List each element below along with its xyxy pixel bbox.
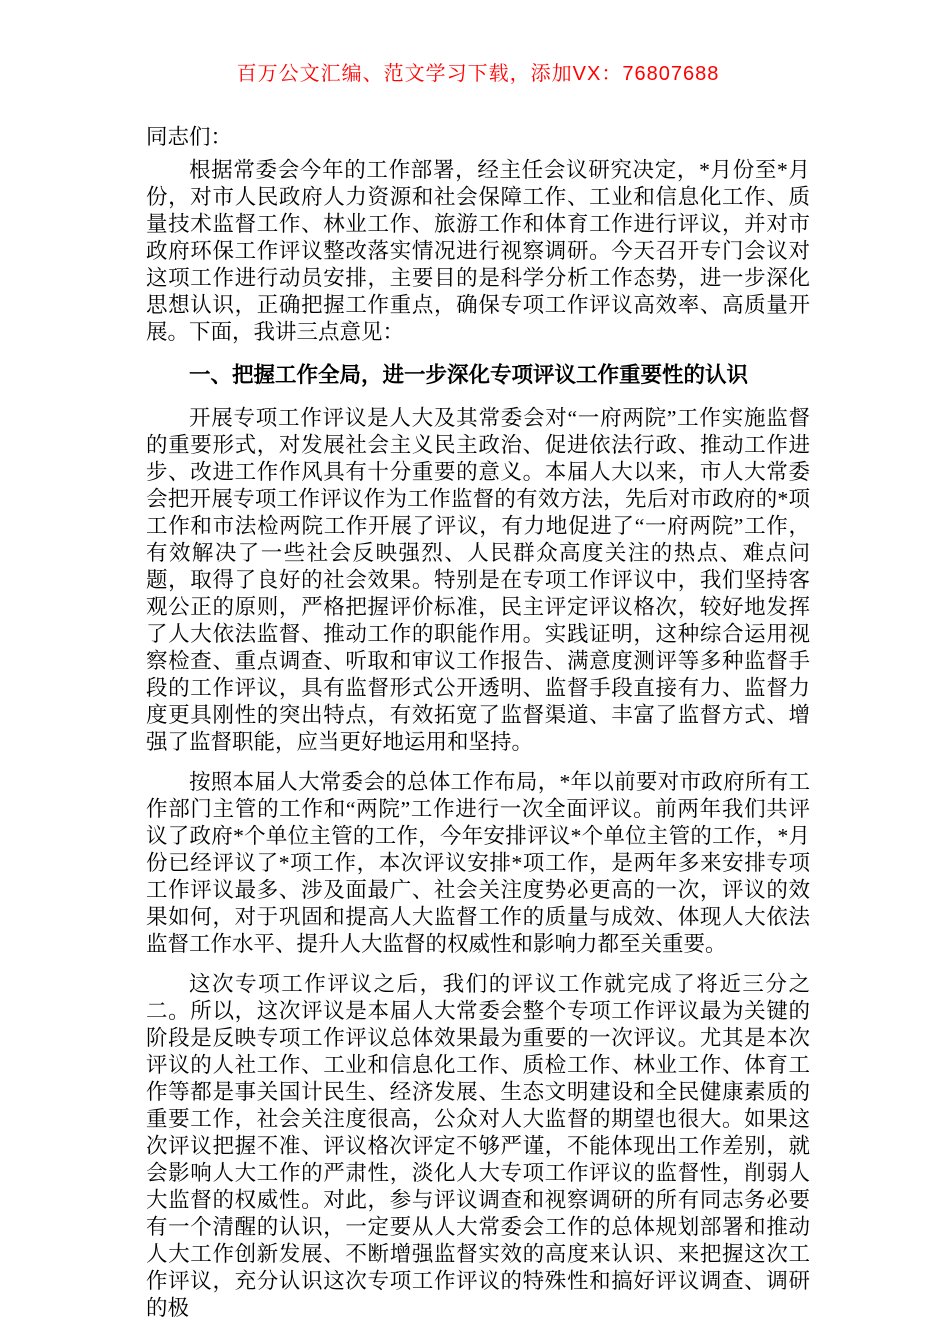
- header-notice: 百万公文汇编、范文学习下载，添加VX：76807688: [236, 63, 720, 85]
- document-body: [146, 124, 810, 1322]
- section-heading-1: 一、把握工作全局，进一步深化专项评议工作重要性的认识: [189, 363, 749, 387]
- paragraph-intro: 根据常委会今年的工作部署，经主任会议研究决定，*月份至*月份，对市人民政府人力资源和社会保障工作、工业和信息化工作、质量技术监督工作、林业工作、旅游工作和体育工作进行评议，并对市政府环保工作评议整改落实情况进行视察调研。今天召开专门会议对这项工作进行动员安排，主要目的是科学分析工作态势，进一步深化思想认识，正确把握工作重点，确保专项工作评议高效率、高质量开展。下面，我讲三点意见：: [146, 158, 810, 344]
- paragraph-section1-c: 这次专项工作评议之后，我们的评议工作就完成了将近三分之二。所以，这次评议是本届人大常委会整个专项工作评议最为关键的阶段是反映专项工作评议总体效果最为重要的一次评议。尤其是本次评议的人社工作、工业和信息化工作、质检工作、林业工作、体育工作等都是事关国计民生、经济发展、生态文明建设和全民健康素质的重要工作，社会关注度很高，公众对人大监督的期望也很大。如果这次评议把握不准、评议格次评定不够严谨，不能体现出工作差别，就会影响人大工作的严肃性，淡化人大专项工作评议的监督性，削弱人大监督的权威性。对此，参与评议调查和视察调研的所有同志务必要有一个清醒的认识，一定要从人大常委会工作的总体规划部署和推动人大工作创新发展、不断增强监督实效的高度来认识、来把握这次工作评议，充分认识这次专项工作评议的特殊性和搞好评议调查、调研的极: [146, 972, 810, 1320]
- paragraph-section1-b: 按照本届人大常委会的总体工作布局，*年以前要对市政府所有工作部门主管的工作和“两院”工作进行一次全面评议。前两年我们共评议了政府*个单位主管的工作，今年安排评议*个单位主管的工作，*月份已经评议了*项工作，本次评议安排*项工作，是两年多来安排专项工作评议最多、涉及面最广、社会关注度势必更高的一次，评议的效果如何，对于巩固和提高人大监督工作的质量与成效、体现人大依法监督工作水平、提升人大监督的权威性和影响力都至关重要。: [146, 770, 810, 956]
- salutation: 同志们：: [146, 125, 233, 149]
- paragraph-section1-a: 开展专项工作评议是人大及其常委会对“一府两院”工作实施监督的重要形式，对发展社会主义民主政治、促进依法行政、推动工作进步、改进工作作风具有十分重要的意义。本届人大以来，市人大常委会把开展专项工作评议作为工作监督的有效方法，先后对市政府的*项工作和市法检两院工作开展了评议，有力地促进了“一府两院”工作，有效解决了一些社会反映强烈、人民群众高度关注的热点、难点问题，取得了良好的社会效果。特别是在专项工作评议中，我们坚持客观公正的原则，严格把握评价标准，民主评定评议格次，较好地发挥了人大依法监督、推动工作的职能作用。实践证明，这种综合运用视察检查、重点调查、听取和审议工作报告、满意度测评等多种监督手段的工作评议，具有监督形式公开透明、监督手段直接有力、监督力度更具刚性的突出特点，有效拓宽了监督渠道、丰富了监督方式、增强了监督职能，应当更好地运用和坚持。: [146, 406, 810, 754]
